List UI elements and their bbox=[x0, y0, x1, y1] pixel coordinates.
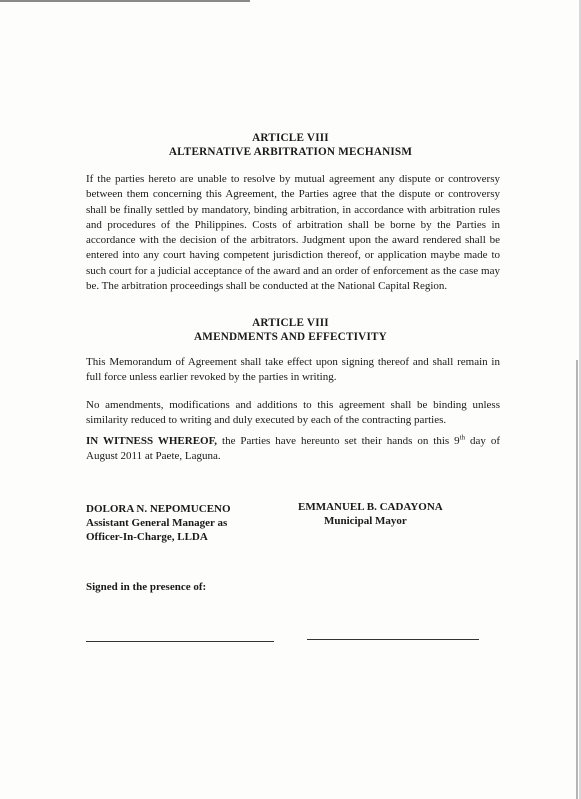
witness-day-suffix: th bbox=[459, 433, 466, 442]
left-signatory-title-2: Officer-In-Charge, LLDA bbox=[86, 531, 208, 543]
witness-signature-line-left bbox=[86, 641, 274, 642]
article-title-heading-2: AMENDMENTS AND EFFECTIVITY bbox=[194, 331, 387, 343]
effectivity-paragraph: This Memorandum of Agreement shall take effect upon signing thereof and shall remain in full force unless earlier revoked by the parties in writing. bbox=[86, 356, 500, 384]
left-signatory bbox=[86, 502, 231, 544]
witness-text-after-day: day of August 2011 at Paete, Laguna. bbox=[86, 435, 501, 463]
right-signatory bbox=[298, 500, 443, 528]
article-number-heading-2: ARTICLE VIII bbox=[252, 317, 329, 329]
left-signatory-title-1: Assistant General Manager as bbox=[86, 517, 228, 529]
witness-text-before-day: the Parties have hereunto set their hands on this 9 bbox=[217, 435, 460, 447]
witness-paragraph bbox=[86, 434, 500, 465]
witness-lead: IN WITNESS WHEREOF, bbox=[86, 435, 218, 447]
scan-edge-right bbox=[576, 360, 578, 799]
right-signatory-name: EMMANUEL B. CADAYONA bbox=[298, 501, 443, 513]
amendments-paragraph: No amendments, modifications and additions to this agreement shall be binding unless similarity reduced to writing and duly executed by each of the contracting parties. bbox=[86, 399, 500, 427]
arbitration-paragraph: If the parties hereto are unable to resolve by mutual agreement any dispute or controversy between them concerning this Agreement, the Parties agree that the dispute or controversy shall be finally settled by mandatory, binding arbitration, in accordance with arbitration rules and procedures of the Philippines. Costs of arbitration shall be borne by the Parties in accordance with the decision of the arbitrators. Judgment upon the award rendered shall be entered into any court having competent jurisdiction thereof, or application maybe made to such court for a judicial acceptance of the award and an order of enforcement as the case may be. The arbitration proceedings shall be conducted at the National Capital Region. bbox=[86, 173, 500, 293]
article-number-heading: ARTICLE VIII bbox=[252, 132, 329, 144]
presence-label: Signed in the presence of: bbox=[86, 581, 207, 593]
article-title-heading: ALTERNATIVE ARBITRATION MECHANISM bbox=[168, 146, 413, 158]
right-signatory-title-1: Municipal Mayor bbox=[324, 515, 407, 527]
scan-edge-top bbox=[0, 0, 250, 2]
witness-signature-line-right bbox=[307, 639, 479, 640]
left-signatory-name: DOLORA N. NEPOMUCENO bbox=[86, 503, 231, 515]
